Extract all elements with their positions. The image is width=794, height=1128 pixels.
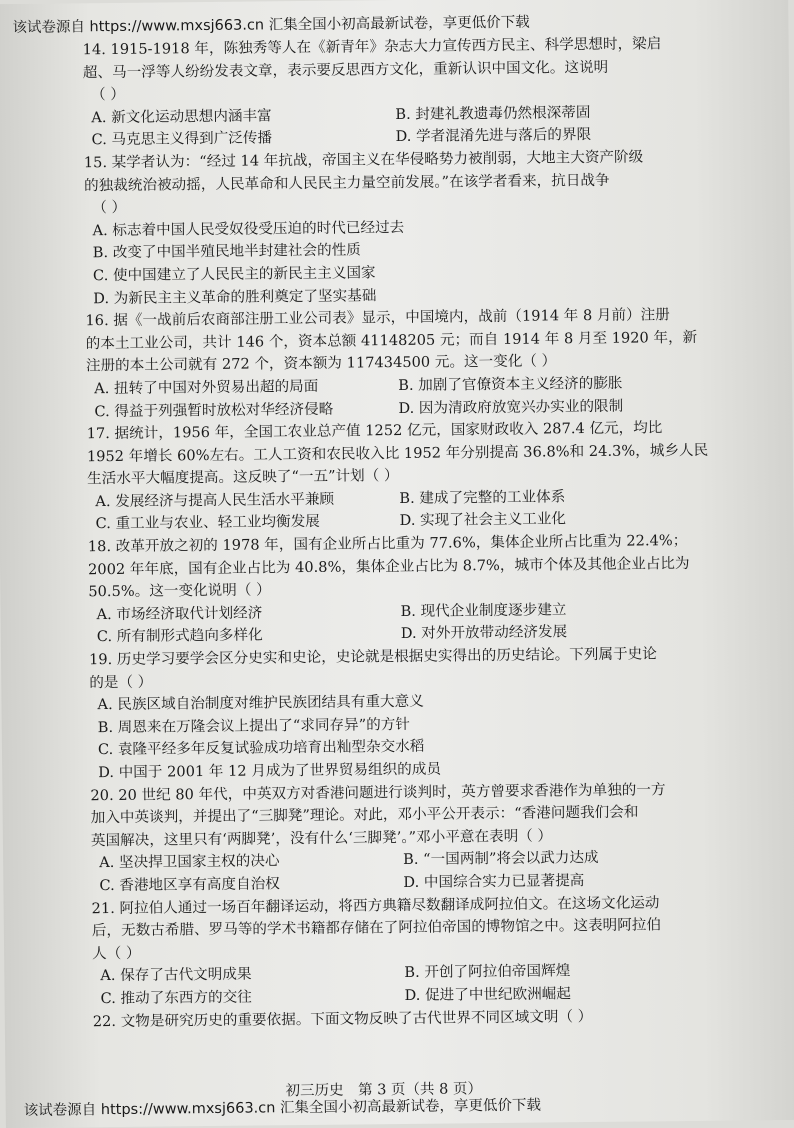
option-d: D. 学者混淆先进与落后的界限 <box>395 126 592 146</box>
question-14-line-2: 超、马一浮等人纷纷发表文章，表示要反思西方文化，重新认识中国文化。这说明 <box>82 58 609 81</box>
option-a: A. 保存了古代文明成果 <box>100 965 252 985</box>
option-b: B. 封建礼教遗毒仍然根深蒂固 <box>395 103 591 123</box>
question-17-line-2: 1952 年增长 60%左右。工人工资和农民收入比 1952 年分别提高 36.8%和 24.3%，城乡人民 <box>86 441 709 465</box>
page-footer: 初三历史 第 3 页（共 8 页） <box>285 1081 483 1100</box>
option-d: D. 促进了中世纪欧洲崛起 <box>404 985 572 1004</box>
option-d: D. 中国于 2001 年 12 月成为了世界贸易组织的成员 <box>98 760 442 782</box>
option-b: B. 周恩来在万隆会议上提出了“求同存异”的方针 <box>97 715 411 736</box>
option-a: A. 市场经济取代计划经济 <box>96 604 263 624</box>
option-d: D. 中国综合实力已显著提高 <box>403 872 585 891</box>
option-c: C. 香港地区享有高度自治权 <box>99 875 280 895</box>
question-21-line-3: 人（ ） <box>92 944 141 962</box>
question-list <box>83 32 753 1033</box>
question-17-line-3: 生活水平大幅度提高。这反映了“一五”计划（ ） <box>87 467 399 488</box>
watermark-banner-top: 该试卷源自 https://www.mxsj663.cn 汇集全国小初高最新试卷，享更低价下载 <box>12 14 530 37</box>
question-18-line-3: 50.5%。这一变化说明（ ） <box>88 581 271 601</box>
option-a: A. 扭转了中国对外贸易出超的局面 <box>94 377 319 398</box>
watermark-banner-bottom: 该试卷源自 https://www.mxsj663.cn 汇集全国小初高最新试卷，享更低价下载 <box>23 1097 542 1119</box>
option-c: C. 得益于列强暂时放松对华经济侵略 <box>94 400 334 420</box>
question-20-line-1: 20. 20 世纪 80 年代，中英双方对香港问题进行谈判时，英方曾要求香港作为单独的一方 <box>90 780 666 804</box>
option-c: C. 重工业与农业、轻工业均衡发展 <box>95 513 320 533</box>
question-14-answer-blank: （ ） <box>91 86 126 104</box>
question-22-line-1: 22. 文物是研究历史的重要依据。下面文物反映了古代世界不同区域文明（ ） <box>92 1007 593 1030</box>
question-15-line-2: 的独裁统治被动摇，人民革命和人民民主力量空前发展。”在该学者看来，抗日战争 <box>83 171 610 194</box>
question-16-line-1: 16. 据《一战前后农商部注册工业公司表》显示，中国境内，战前（1914 年 8 月前）注册 <box>85 306 670 330</box>
option-c: C. 所有制形式趋向多样化 <box>96 626 263 646</box>
option-a: A. 新文化运动思想内涵丰富 <box>91 107 272 126</box>
option-a: A. 民族区域自治制度对维护民族团结具有重大意义 <box>97 692 424 714</box>
option-c: C. 使中国建立了人民民主的新民主主义国家 <box>92 264 376 285</box>
option-a: A. 标志着中国人民受奴役受压迫的时代已经过去 <box>92 218 405 239</box>
option-b: B. “一国两制”将会以武力达成 <box>403 849 599 869</box>
question-18-line-1: 18. 改革开放之初的 1978 年，国有企业所占比重为 77.6%，集体企业所占比重为 22.4%； <box>87 532 688 556</box>
question-16-line-3: 注册的本土公司就有 272 个，资本额为 117434500 元。这一变化（ ） <box>85 352 557 375</box>
question-17-line-1: 17. 据统计，1956 年，全国工农业总产值 1252 亿元，国家财政收入 287.4 亿元，均比 <box>86 419 663 443</box>
option-d: D. 为新民主主义革命的胜利奠定了坚实基础 <box>93 286 377 307</box>
question-21-line-1: 21. 阿拉伯人通过一场百年翻译运动，将西方典籍尽数翻译成阿拉伯文。在这场文化运动 <box>91 893 660 917</box>
option-c: C. 推动了东西方的交往 <box>100 988 252 1008</box>
option-c: C. 袁隆平经多年反复试验成功培育出籼型杂交水稻 <box>97 738 425 759</box>
question-20-line-3: 英国解决，这里只有‘两脚凳’，没有什么‘三脚凳’。”邓小平意在表明（ ） <box>90 827 553 850</box>
option-b: B. 现代企业制度逐步建立 <box>400 601 567 620</box>
option-b: B. 开创了阿拉伯帝国辉煌 <box>404 962 571 982</box>
question-21-line-2: 后，无数古希腊、罗马等的学术书籍都存储在了阿拉伯帝国的博物馆之中。这表明阿拉伯 <box>91 916 662 940</box>
option-b: B. 加剧了官僚资本主义经济的膨胀 <box>398 374 623 394</box>
question-15-line-1: 15. 某学者认为：“经过 14 年抗战，帝国主义在华侵略势力被削弱，大地主大资产阶级 <box>83 148 644 172</box>
option-d: D. 实现了社会主义工业化 <box>399 510 567 530</box>
option-a: A. 坚决捍卫国家主权的决心 <box>99 852 280 872</box>
option-d: D. 因为清政府放宽兴办实业的限制 <box>398 397 624 417</box>
question-19-line-2: 的是（ ） <box>89 673 153 691</box>
question-14-line-1: 14. 1915-1918 年，陈独秀等人在《新青年》杂志大力宣传西方民主、科学思想时，梁启 <box>82 35 662 59</box>
question-19-line-1: 19. 历史学习要学会区分史实和史论，史论就是根据史实得出的历史结论。下列属于史论 <box>88 645 657 669</box>
question-16-line-2: 的本土工业公司，共计 146 个，资本总额 41148205 元；而自 1914 年 8 月至 1920 年，新 <box>85 328 698 352</box>
option-b: B. 建成了完整的工业体系 <box>399 488 566 507</box>
question-20-line-2: 加入中英谈判，并提出了“三脚凳”理论。对此，邓小平公开表示：“香港问题我们会和 <box>90 803 639 827</box>
option-a: A. 发展经济与提高人民生活水平兼顾 <box>95 490 335 511</box>
question-15-answer-blank: （ ） <box>92 199 127 217</box>
option-b: B. 改变了中国半殖民地半封建社会的性质 <box>92 241 361 262</box>
option-d: D. 对外开放带动经济发展 <box>400 623 568 643</box>
option-c: C. 马克思主义得到广泛传播 <box>91 129 273 149</box>
question-18-line-2: 2002 年年底，国有企业占比为 40.8%，集体企业占比为 8.7%，城市个体及其他企业占比为 <box>87 554 690 578</box>
